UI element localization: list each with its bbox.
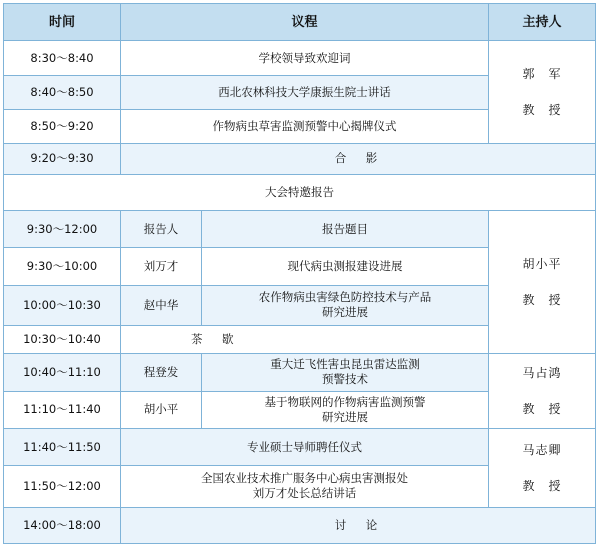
row-speaker: 程登发	[121, 354, 202, 391]
row-time: 9:20～9:30	[4, 144, 121, 174]
row-item-line: 刘万才处长总结讲话	[252, 486, 357, 501]
row-time: 8:40～8:50	[4, 75, 121, 109]
row-item-line: 预警技术	[322, 372, 368, 387]
header-agenda: 议程	[121, 4, 489, 41]
section-row	[4, 174, 596, 210]
row-time: 10:00～10:30	[4, 285, 121, 325]
row-item-line: 研究进展	[322, 305, 368, 320]
row-time: 11:10～11:40	[4, 391, 121, 428]
row-item	[202, 285, 489, 325]
row-time: 8:30～8:40	[4, 41, 121, 75]
host-title: 教 授	[522, 293, 562, 308]
row-item: 学校领导致欢迎词	[121, 41, 489, 75]
agenda-row	[4, 507, 596, 543]
host-cell-1	[489, 41, 596, 144]
row-item: 现代病虫测报建设进展	[202, 248, 489, 285]
row-time: 9:30～10:00	[4, 248, 121, 285]
host-title: 教 授	[522, 103, 562, 118]
row-speaker: 赵中华	[121, 285, 202, 325]
host-title: 教 授	[522, 402, 562, 417]
host-title: 教 授	[522, 478, 562, 493]
agenda-table	[3, 3, 596, 544]
header-host: 主持人	[489, 4, 596, 41]
row-item	[202, 391, 489, 428]
host-name: 郭 军	[522, 67, 562, 82]
row-time: 8:50～9:20	[4, 109, 121, 143]
row-item: 讨 论	[121, 507, 596, 543]
row-item: 报告题目	[202, 210, 489, 247]
row-item: 专业硕士导师聘任仪式	[121, 428, 489, 465]
row-speaker: 刘万才	[121, 248, 202, 285]
row-item: 合 影	[121, 144, 596, 174]
row-item	[202, 354, 489, 391]
row-time: 10:40～11:10	[4, 354, 121, 391]
row-speaker: 报告人	[121, 210, 202, 247]
row-item-line: 重大迁飞性害虫昆虫雷达监测	[270, 357, 420, 372]
agenda-row	[4, 428, 596, 465]
header-time: 时间	[4, 4, 121, 41]
agenda-row	[4, 210, 596, 247]
row-time: 11:40～11:50	[4, 428, 121, 465]
host-name: 胡小平	[522, 257, 562, 272]
host-name: 马占鸿	[522, 366, 562, 381]
row-time: 10:30～10:40	[4, 325, 121, 353]
row-time: 9:30～12:00	[4, 210, 121, 247]
agenda-row	[4, 41, 596, 75]
row-item-line: 全国农业技术推广服务中心病虫害测报处	[201, 471, 408, 486]
row-item: 西北农林科技大学康振生院士讲话	[121, 75, 489, 109]
agenda-row	[4, 354, 596, 391]
row-time: 11:50～12:00	[4, 466, 121, 507]
row-item: 作物病虫草害监测预警中心揭牌仪式	[121, 109, 489, 143]
row-item-line: 农作物病虫害绿色防控技术与产品	[258, 290, 432, 305]
section-title: 大会特邀报告	[4, 174, 596, 210]
host-cell-2	[489, 210, 596, 353]
row-item-line: 研究进展	[322, 409, 368, 424]
header-row	[4, 4, 596, 41]
host-cell-3	[489, 354, 596, 429]
row-item: 茶 歇	[121, 325, 489, 353]
row-time: 14:00～18:00	[4, 507, 121, 543]
agenda-row	[4, 144, 596, 174]
host-cell-4	[489, 428, 596, 507]
row-item	[121, 466, 489, 507]
row-item-line: 基于物联网的作物病害监测预警	[264, 394, 426, 409]
host-name: 马志卿	[522, 442, 562, 457]
row-speaker: 胡小平	[121, 391, 202, 428]
